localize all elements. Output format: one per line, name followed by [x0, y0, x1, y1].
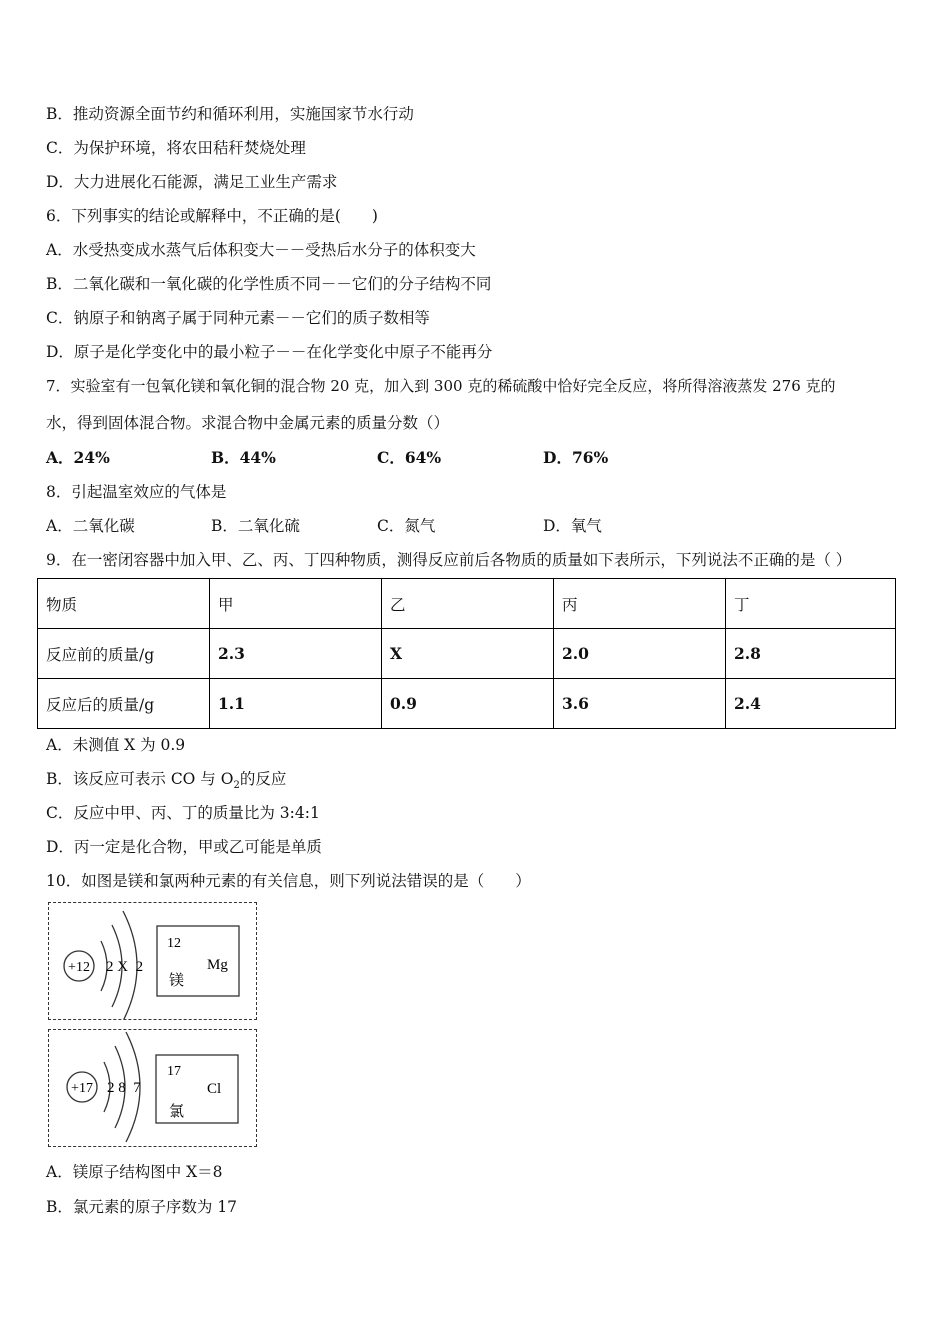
table-header-cell: 丙	[554, 579, 726, 629]
table-cell: X	[382, 629, 554, 679]
mg-name: 镁	[169, 971, 185, 989]
q8-stem: 8．引起温室效应的气体是	[46, 483, 227, 501]
q6-stem: 6．下列事实的结论或解释中，不正确的是( )	[46, 207, 378, 225]
table-header-cell: 乙	[382, 579, 554, 629]
table-header-cell: 物质	[38, 579, 210, 629]
q5-option-b: B．推动资源全面节约和循环利用，实施国家节水行动	[46, 105, 414, 123]
table-cell: 反应后的质量/g	[38, 679, 210, 729]
q5-option-d: D．大力进展化石能源，满足工业生产需求	[46, 173, 338, 191]
table-cell: 3.6	[554, 679, 726, 729]
q7-option-d: D．76%	[543, 448, 609, 467]
table-cell: 0.9	[382, 679, 554, 729]
table-header-cell: 丁	[726, 579, 896, 629]
q7-option-a: A．24%	[46, 448, 110, 467]
mg-atomic-number: 12	[167, 936, 181, 951]
mg-symbol: Mg	[207, 957, 228, 973]
q9-mass-table	[37, 578, 896, 729]
q9-option-b-text: B．该反应可表示 CO 与 O	[46, 770, 234, 788]
chlorine-diagram	[48, 1029, 257, 1147]
cl-shell-electrons: 2 8 7	[107, 1080, 141, 1096]
q6-option-d: D．原子是化学变化中的最小粒子－－在化学变化中原子不能再分	[46, 343, 493, 361]
q8-option-c: C．氮气	[377, 517, 436, 535]
q6-option-c: C．钠原子和钠离子属于同种元素－－它们的质子数相等	[46, 309, 430, 327]
q8-option-d: D．氧气	[543, 517, 602, 535]
q9-stem: 9．在一密闭容器中加入甲、乙、丙、丁四种物质，测得反应前后各物质的质量如下表所示，下列说法不正确的是（ ）	[46, 551, 852, 569]
table-cell: 2.8	[726, 629, 896, 679]
q6-option-a: A．水受热变成水蒸气后体积变大－－受热后水分子的体积变大	[46, 241, 476, 259]
table-row	[38, 629, 896, 679]
cl-symbol: Cl	[207, 1081, 222, 1097]
table-cell: 2.4	[726, 679, 896, 729]
table-cell: 1.1	[210, 679, 382, 729]
q10-stem: 10．如图是镁和氯两种元素的有关信息，则下列说法错误的是（ ）	[46, 872, 531, 890]
q9-option-b-subscript: 2	[233, 780, 240, 792]
q7-stem-line2: 水，得到固体混合物。求混合物中金属元素的质量分数（）	[46, 414, 450, 432]
q7-option-b: B．44%	[211, 448, 276, 467]
q8-option-b: B．二氧化硫	[211, 517, 300, 535]
mg-nucleus-charge: +12	[68, 960, 90, 975]
q9-option-d: D．丙一定是化合物，甲或乙可能是单质	[46, 838, 322, 856]
table-header-cell: 甲	[210, 579, 382, 629]
table-cell: 2.0	[554, 629, 726, 679]
table-cell: 反应前的质量/g	[38, 629, 210, 679]
cl-name: 氯	[169, 1102, 185, 1120]
q8-option-a: A．二氧化碳	[46, 517, 135, 535]
q10-option-b: B．氯元素的原子序数为 17	[46, 1198, 238, 1216]
mg-shell-electrons: 2 X 2	[106, 959, 144, 975]
q9-option-b-suffix: 的反应	[239, 770, 287, 788]
table-row	[38, 679, 896, 729]
cl-nucleus-charge: +17	[71, 1081, 93, 1096]
q5-option-c: C．为保护环境，将农田秸秆焚烧处理	[46, 139, 306, 157]
q6-option-b: B．二氧化碳和一氧化碳的化学性质不同－－它们的分子结构不同	[46, 275, 492, 293]
q10-option-a: A．镁原子结构图中 X＝8	[46, 1163, 223, 1181]
q9-option-b	[46, 767, 286, 791]
cl-atomic-number: 17	[167, 1064, 181, 1079]
q7-option-c: C．64%	[377, 448, 442, 467]
q9-option-a: A．未测值 X 为 0.9	[46, 736, 186, 754]
table-cell: 2.3	[210, 629, 382, 679]
q7-stem-line1: 7．实验室有一包氧化镁和氧化铜的混合物 20 克，加入到 300 克的稀硫酸中恰好完全反应，将所得溶液蒸发 276 克的	[46, 377, 836, 395]
q9-option-c: C．反应中甲、丙、丁的质量比为 3:4:1	[46, 804, 320, 822]
magnesium-diagram	[48, 902, 257, 1020]
table-header-row	[38, 579, 896, 629]
